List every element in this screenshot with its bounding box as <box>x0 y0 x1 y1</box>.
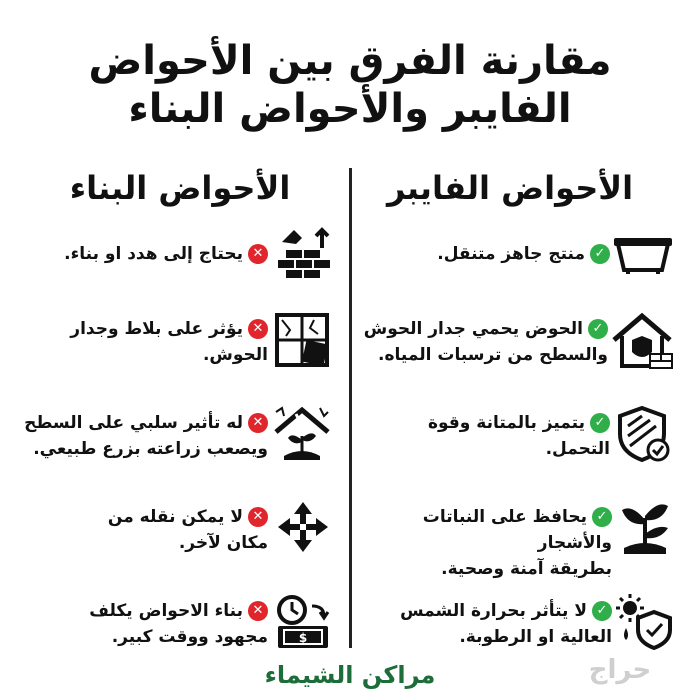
cross-icon: ✕ <box>248 601 268 621</box>
check-icon: ✓ <box>588 319 608 339</box>
basin-icon <box>612 232 674 276</box>
sun-shield-icon <box>614 592 674 650</box>
plant-icon <box>618 498 672 556</box>
fiber-column-heading: الأحواض الفايبر <box>386 169 634 207</box>
fiber-item-5: ✓لا يتأثر بحرارة الشمس العالية او الرطوبة. <box>400 601 612 647</box>
shield-check-icon <box>616 404 672 464</box>
build-item-1: ✕يحتاج إلى هدد او بناء. <box>40 241 268 267</box>
column-divider <box>349 168 352 648</box>
check-icon: ✓ <box>590 244 610 264</box>
fiber-item-2: ✓الحوض يحمي جدار الحوش والسطح من ترسبات المياه. <box>363 319 608 365</box>
fiber-item-3: ✓يتميز بالمتانة وقوة التحمل. <box>427 413 610 459</box>
fiber-item-4: ✓يحافظ على النباتات والأشجار بطريقة آمنة وصحية. <box>422 507 612 579</box>
title-line-2: الفايبر والأحواض البناء <box>128 86 572 132</box>
check-icon: ✓ <box>592 507 612 527</box>
fiber-item-1: ✓منتج جاهز متنقل. <box>370 241 610 267</box>
check-icon: ✓ <box>592 601 612 621</box>
watermark: حراج <box>588 655 652 685</box>
broken-tile-icon <box>274 312 330 368</box>
move-arrows-icon <box>276 500 330 554</box>
cross-icon: ✕ <box>248 244 268 264</box>
title-line-1: مقارنة الفرق بين الأحواض <box>88 38 612 84</box>
brick-build-icon <box>272 224 336 284</box>
cross-icon: ✕ <box>248 319 268 339</box>
brand-footer: مراكن الشيماء <box>264 661 436 689</box>
check-icon: ✓ <box>590 413 610 433</box>
build-item-3: ✕له تأثير سلبي على السطح ويصعب زراعته بزرع طبيعي. <box>24 413 268 459</box>
svg-text:$: $ <box>298 631 308 645</box>
build-item-4: ✕لا يمكن نقله من مكان لآخر. <box>107 507 268 553</box>
cracked-roof-plant-icon <box>272 404 332 462</box>
time-money-icon <box>272 594 334 650</box>
build-item-2: ✕يؤثر على بلاط وجدار الحوش. <box>70 319 268 365</box>
build-item-5: ✕بناء الاحواض يكلف مجهود ووقت كبير. <box>89 601 268 647</box>
cross-icon: ✕ <box>248 507 268 527</box>
house-shield-icon <box>610 310 674 372</box>
cross-icon: ✕ <box>248 413 268 433</box>
build-column-heading: الأحواض البناء <box>69 169 291 207</box>
